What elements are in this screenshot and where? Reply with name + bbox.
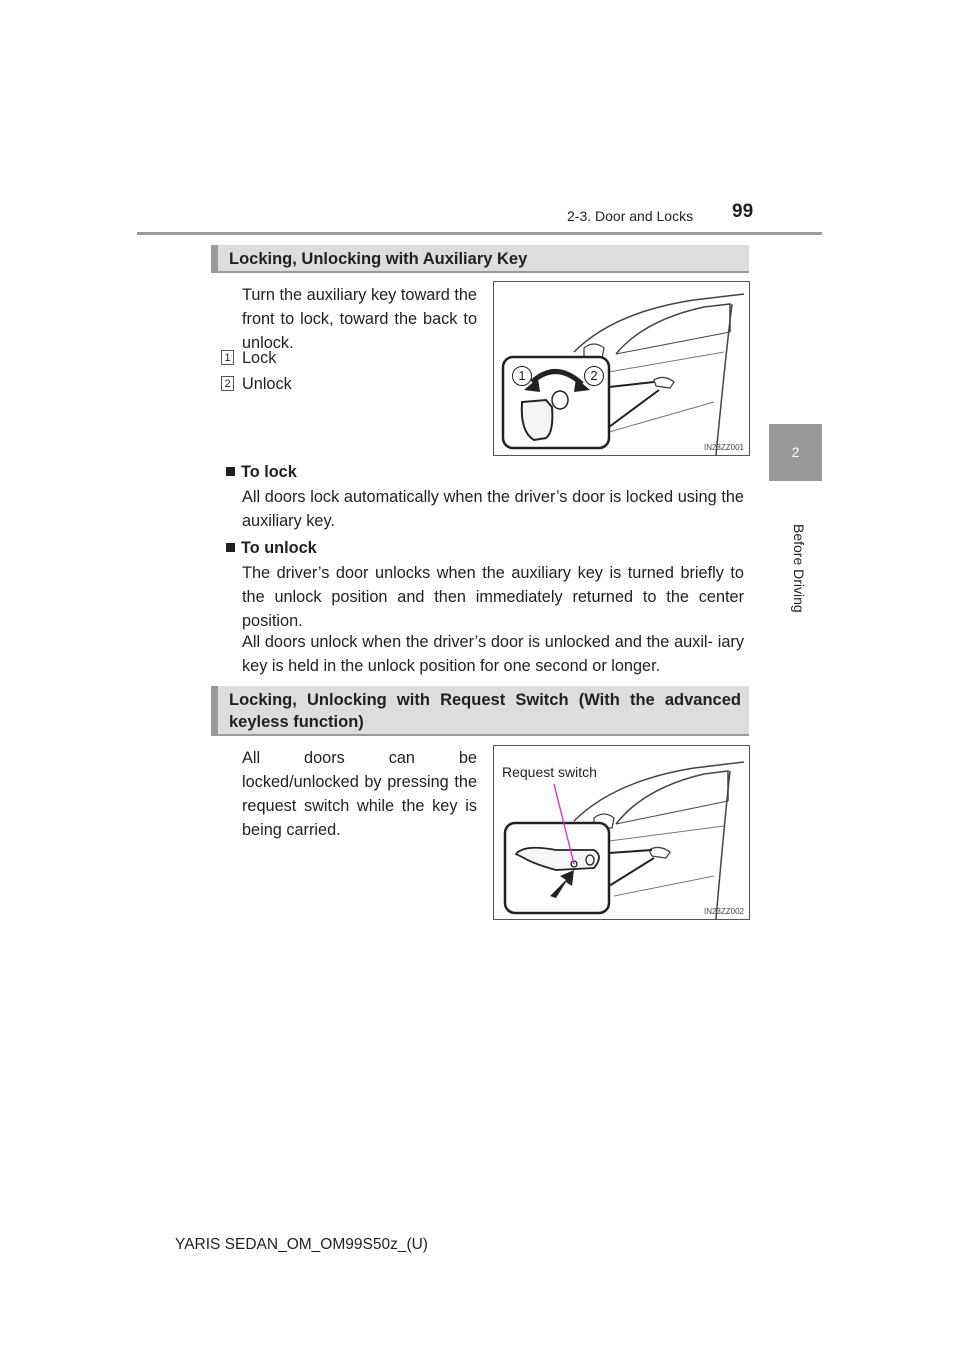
- aux-key-intro: Turn the auxiliary key toward the front to lock, toward the back to unlock.: [242, 286, 477, 352]
- bullet-square-icon: [226, 467, 235, 476]
- to-unlock-text-2: All doors unlock when the driver’s door is unlocked and the auxil- iary key is held in the unlock position for one second or longer.: [242, 633, 744, 675]
- to-lock-text: All doors lock automatically when the driver’s door is locked using the auxiliary key.: [242, 488, 744, 530]
- figure-request-switch: [493, 745, 750, 920]
- section-heading-request-switch: [211, 686, 749, 736]
- bullet-square-icon: [226, 543, 235, 552]
- to-unlock-heading: To unlock: [226, 536, 317, 560]
- chapter-title: Before Driving: [791, 524, 807, 613]
- item-label-lock: Lock: [242, 349, 277, 367]
- header-section-title: 2-3. Door and Locks: [567, 208, 694, 224]
- section-heading-auxiliary-key: [211, 245, 749, 273]
- page-number: 99: [732, 201, 754, 222]
- to-lock-heading: To lock: [226, 460, 297, 484]
- section-heading-text-line2: keyless function): [229, 713, 364, 731]
- section-heading-text: Locking, Unlocking with Auxiliary Key: [229, 250, 528, 268]
- figure-code: IN23ZZ002: [703, 907, 744, 916]
- car-door-key-illustration: [494, 282, 749, 455]
- request-switch-label: Request switch: [502, 764, 597, 780]
- item-number-1: 1: [221, 350, 234, 365]
- item-number-2: 2: [221, 376, 234, 391]
- section-heading-text-line1: Locking, Unlocking with Request Switch (With the advanced: [229, 691, 741, 709]
- chapter-tab: [769, 424, 822, 481]
- request-switch-intro: All doors can be locked/unlocked by pressing the request switch while the key is being carried.: [242, 749, 477, 839]
- to-unlock-text-1: The driver’s door unlocks when the auxiliary key is turned briefly to the unlock position and then immediately returned to the center position.: [242, 564, 744, 630]
- header-rule: [137, 232, 822, 235]
- footer-doc-id: YARIS SEDAN_OM_OM99S50z_(U): [175, 1236, 428, 1253]
- figure-auxiliary-key: [493, 281, 750, 456]
- figure-callout-1: 1: [512, 366, 532, 386]
- chapter-number: 2: [791, 444, 800, 460]
- item-label-unlock: Unlock: [242, 375, 292, 393]
- figure-callout-2: 2: [584, 366, 604, 386]
- figure-code: IN23ZZ001: [703, 443, 744, 452]
